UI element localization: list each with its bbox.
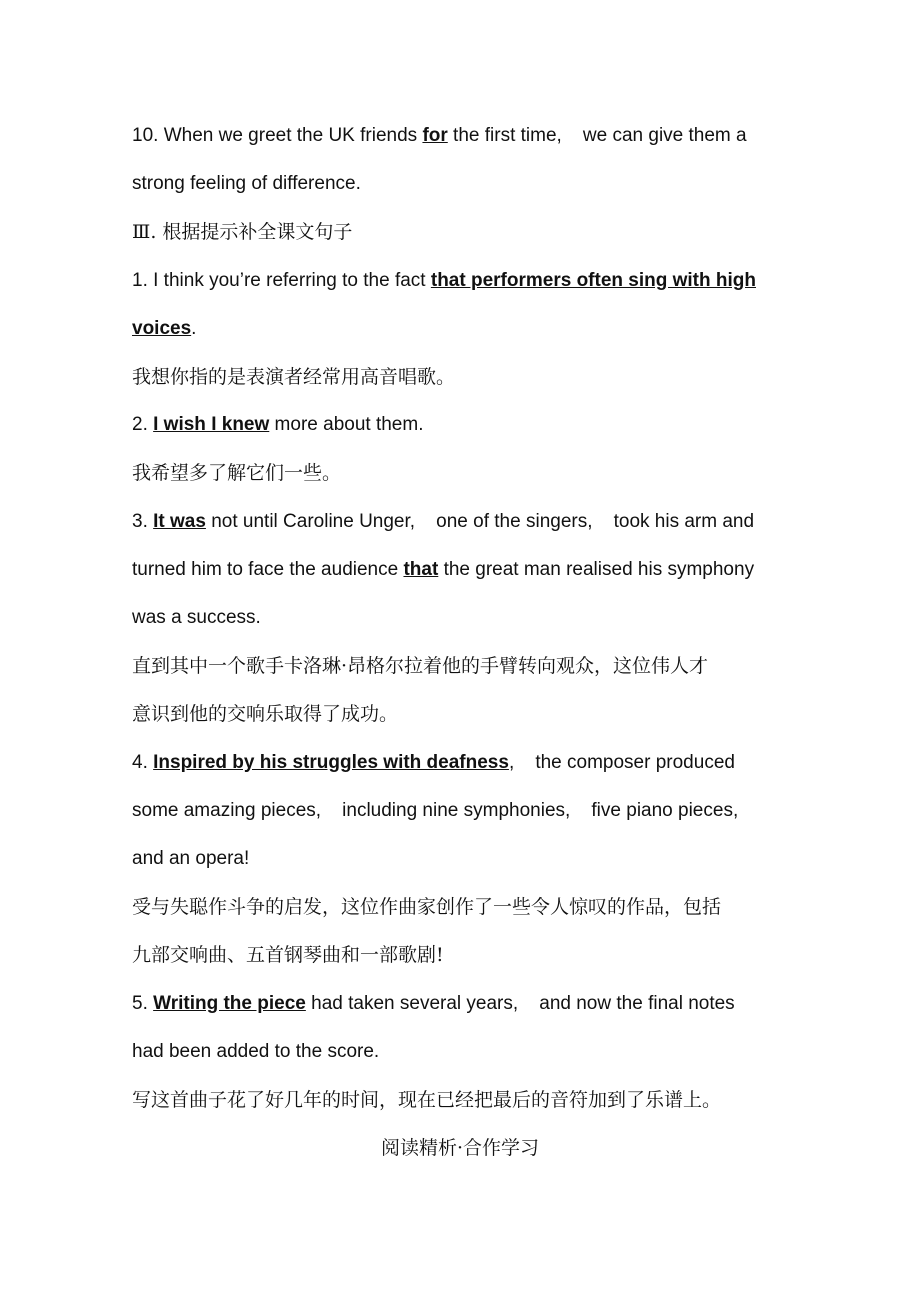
translation: 九部交响曲、五首钢琴曲和一部歌剧!	[132, 944, 444, 966]
text: the first time, we can give them a	[447, 125, 747, 146]
translation: 意识到他的交响乐取得了成功。	[132, 703, 399, 725]
translation: 我想你指的是表演者经常用高音唱歌。	[132, 366, 456, 388]
line	[132, 558, 789, 582]
line	[132, 413, 789, 437]
section-heading: Ⅲ. 根据提示补全课文句子	[132, 221, 353, 243]
text: 4.	[132, 752, 154, 773]
answer: that	[403, 559, 439, 580]
answer: Inspired by his struggles with deafness	[153, 752, 509, 773]
text: more about them.	[269, 414, 424, 435]
text: , the composer produced	[508, 752, 735, 773]
line	[132, 992, 789, 1016]
translation: 写这首曲子花了好几年的时间，现在已经把最后的音符加到了乐谱上。	[132, 1089, 722, 1111]
answer: Writing the piece	[153, 993, 306, 1014]
text: turned him to face the audience	[132, 559, 404, 580]
text: 3.	[132, 511, 154, 532]
line	[132, 269, 789, 293]
text: 5.	[132, 993, 154, 1014]
q10-line1	[132, 124, 789, 148]
text: 2.	[132, 414, 154, 435]
text: not until Caroline Unger, one of the singers, took his arm and	[205, 511, 755, 532]
translation: 受与失聪作斗争的启发，这位作曲家创作了一些令人惊叹的作品，包括	[132, 896, 722, 918]
text: 1. I think you’re referring to the fact	[132, 270, 431, 291]
footer-heading: 阅读精析·合作学习	[380, 1137, 540, 1159]
text: the great man realised his symphony	[438, 559, 755, 580]
line	[132, 317, 789, 341]
line: some amazing pieces, including nine symphonies, five piano pieces,	[132, 800, 739, 821]
answer: for	[422, 125, 448, 146]
translation: 我希望多了解它们一些。	[132, 462, 342, 484]
translation: 直到其中一个歌手卡洛琳·昂格尔拉着他的手臂转向观众，这位伟人才	[132, 655, 709, 677]
line: and an opera!	[132, 848, 250, 869]
line: was a success.	[132, 607, 261, 628]
line	[132, 751, 789, 775]
text: had taken several years, and now the final notes	[305, 993, 735, 1014]
answer: It was	[153, 511, 206, 532]
line: had been added to the score.	[132, 1041, 380, 1062]
answer: I wish I knew	[153, 414, 270, 435]
q10-line2: strong feeling of difference.	[132, 173, 361, 194]
text: .	[191, 318, 197, 339]
answer: that performers often sing with high	[430, 270, 756, 291]
text: 10. When we greet the UK friends	[132, 125, 423, 146]
line	[132, 510, 789, 534]
answer: voices	[132, 318, 192, 339]
